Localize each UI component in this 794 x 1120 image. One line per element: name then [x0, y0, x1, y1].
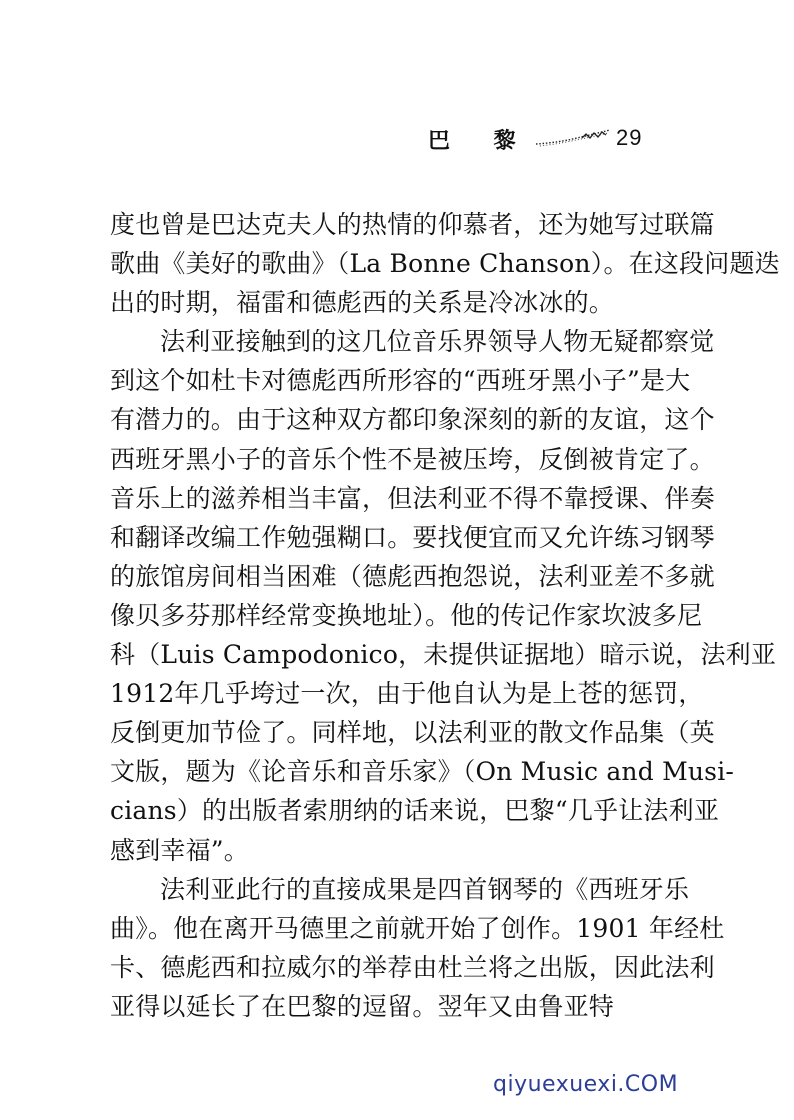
text-line: 感到幸福”。: [110, 835, 249, 865]
ornament-icon: [532, 126, 614, 150]
body-text: [110, 205, 780, 1026]
text-line: 1912年几乎垮过一次，由于他自认为是上苍的惩罚，: [110, 679, 704, 709]
text-line: 西班牙黑小子的音乐个性不是被压垮，反倒被肯定了。: [110, 444, 715, 474]
text-line: 音乐上的滋养相当丰富，但法利亚不得不靠授课、伴奏: [110, 483, 715, 513]
text-line: 和翻译改编工作勉强糊口。要找便宜而又允许练习钢琴: [110, 522, 715, 552]
text-line: 到这个如杜卡对德彪西所形容的“西班牙黑小子”是大: [110, 366, 691, 396]
text-line: 有潜力的。由于这种双方都印象深刻的新的友谊，这个: [110, 405, 715, 435]
running-title: 巴 黎: [428, 128, 534, 154]
text-line: 文版，题为《论音乐和音乐家》（On Music and Musi-: [110, 757, 735, 787]
text-line: 科（Luis Campodonico，未提供证据地）暗示说，法利亚: [110, 640, 777, 670]
site-watermark: qiyuexuexi.COM: [493, 1072, 679, 1097]
text-line: 法利亚接触到的这几位音乐界领导人物无疑都察觉: [160, 327, 715, 357]
text-line: 卡、德彪西和拉威尔的举荐由杜兰将之出版，因此法利: [110, 952, 715, 982]
running-header: [428, 124, 688, 154]
text-line: 出的时期，福雷和德彪西的关系是冷冰冰的。: [110, 288, 615, 318]
text-line: 像贝多芬那样经常变换地址）。他的传记作家坎波多尼: [110, 600, 703, 630]
text-line: 曲》。他在离开马德里之前就开始了创作。1901 年经杜: [110, 913, 725, 943]
text-line: 歌曲《美好的歌曲》（La Bonne Chanson）。在这段问题迭: [110, 249, 780, 279]
text-line: 反倒更加节俭了。同样地，以法利亚的散文作品集（英: [110, 718, 715, 748]
text-line: 的旅馆房间相当困难（德彪西抱怨说，法利亚差不多就: [110, 561, 715, 591]
text-line: 亚得以延长了在巴黎的逗留。翌年又由鲁亚特: [110, 991, 615, 1021]
page-number: 29: [616, 125, 643, 150]
text-line: cians）的出版者索朋纳的话来说，巴黎“几乎让法利亚: [110, 796, 720, 826]
text-line: 法利亚此行的直接成果是四首钢琴的《西班牙乐: [160, 874, 690, 904]
text-line: 度也曾是巴达克夫人的热情的仰慕者，还为她写过联篇: [110, 210, 715, 239]
